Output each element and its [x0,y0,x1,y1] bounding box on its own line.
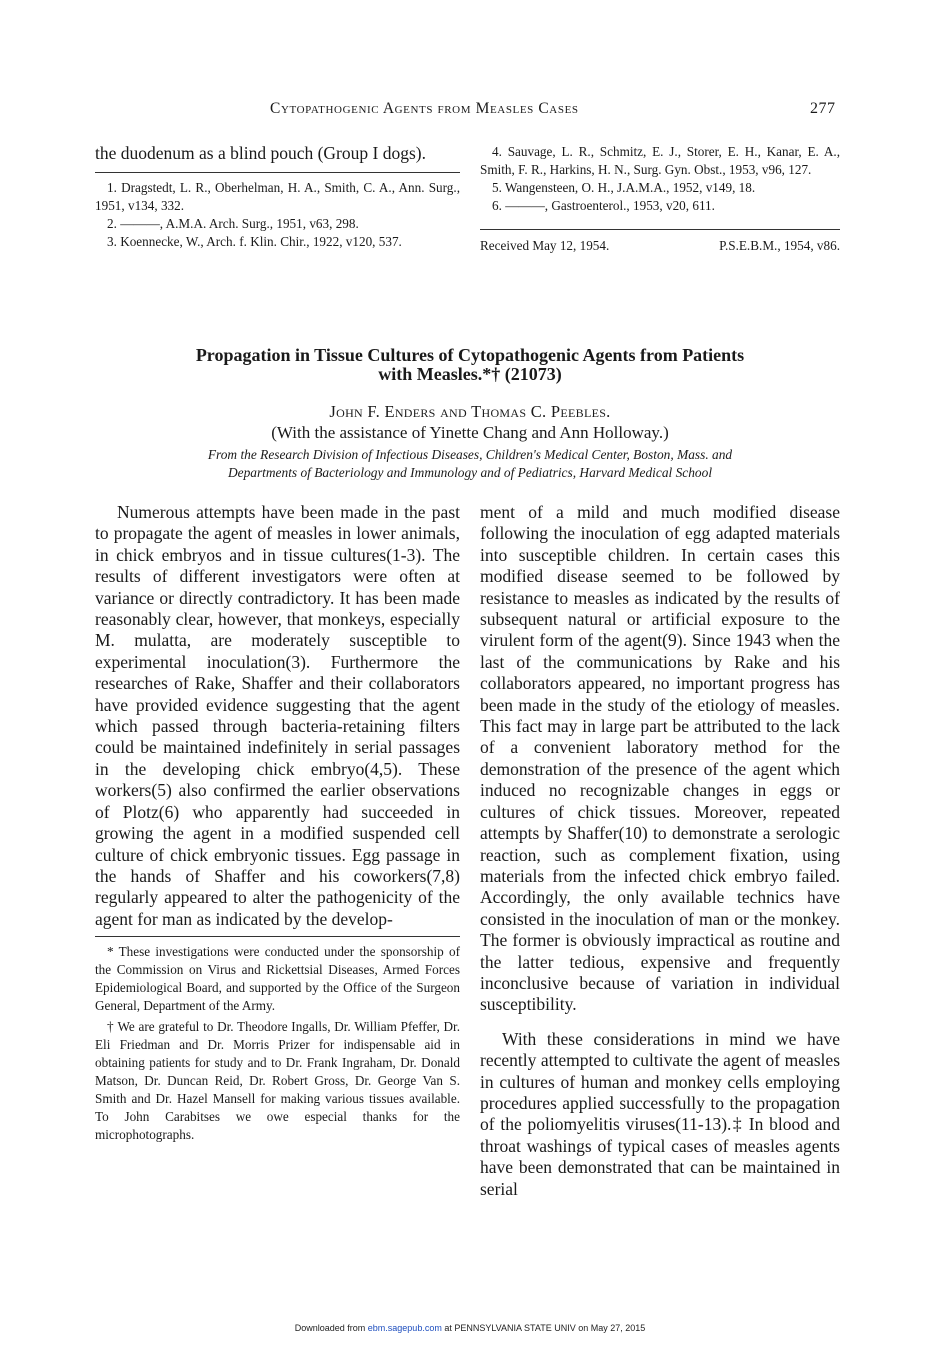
body-paragraph: ment of a mild and much modified disease following the inoculation of egg adapted materials into susceptible children. In certain cases this modified disease seemed to be followed by resistance to measles as indicated by the results of subsequent natural or artificial exposure to the virulent form of the agent(9). Since 1943 when the last of the communications by Rake and his collaborators appeared, no important progress has been made in the study of the etiology of measles. This fact may in large part be attributed to the lack of a convenient laboratory method for the demonstration of the presence of the agent which induced no recognizable changes in eggs or cultures of chick tissues. Moreover, repeated attempts by Shaffer(10) to demonstrate a serologic reaction, such as complement fixation, using materials from the infected chick embryo failed. Accordingly, the only available technics have consisted in the inoculation of man or the monkey. The former is obviously impractical as routine and the latter tedious, expensive and frequently inconclusive because of variation in individual susceptibility. [480,502,840,1015]
reference-item: 1. Dragstedt, L. R., Oberhelman, H. A., Smith, C. A., Ann. Surg., 1951, v134, 332. [95,179,460,213]
running-head-title: Cytopathogenic Agents from Measles Cases [270,100,579,117]
journal-citation: P.S.E.B.M., 1954, v86. [719,238,840,253]
footnote-dagger: † We are grateful to Dr. Theodore Ingalls, Dr. William Pfeffer, Dr. Eli Friedman and Dr. Morris Prizer for indispensable aid in obtaining patients for study and to Dr. Frank Ingraham, Dr. Donald Matson, Dr. Duncan Reid, Dr. Robert Gross, Dr. George Van S. Smith and Dr. Hazel Mansell for making various tissues available. To John Carabitses we owe especial thanks for the microphotographs. [95,1018,460,1143]
prev-article-tail-text: the duodenum as a blind pouch (Group I dogs). [95,143,426,163]
footnote-divider [95,936,460,937]
prev-article-right-column [480,143,840,254]
article-affiliation [60,446,880,482]
body-paragraph: Numerous attempts have been made in the past to propagate the agent of measles in lower animals, in chick embryos and in tissue cultures(1-3). The results of different investigators were often at variance or directly contradictory. It has been made reasonably clear, however, that monkeys, especially M. mulatta, are moderately susceptible to experimental inoculation(3). Furthermore the researches of Rake, Shaffer and their collaborators have provided evidence suggesting that the agent which passed through bacteria-retaining filters could be maintained indefinitely in serial passages in the developing chick embryo(4,5). These workers(5) also confirmed the earlier observations of Plotz(6) who apparently had succeeded in growing the agent in a modified suspended cell culture of chick embryonic tissues. Egg passage in the hands of Shaffer and his coworkers(7,8) regularly appeared to alter the pathogenicity of the agent for man as indicated by the develop- [95,502,460,929]
reference-item: 3. Koennecke, W., Arch. f. Klin. Chir., 1922, v120, 537. [107,233,402,249]
page-number: 277 [810,100,836,117]
article-title-line-2: with Measles.*† (21073) [378,364,562,384]
article-title-line-1: Propagation in Tissue Cultures of Cytopathogenic Agents from Patients [195,345,745,365]
body-paragraph: With these considerations in mind we have recently attempted to cultivate the agent of measles in cultures of human and monkey cells employing procedures applied successfully to the propagation of the poliomyelitis viruses(11-13).‡ In blood and throat washings of typical cases of measles agents have been demonstrated that can be maintained in serial [480,1028,840,1199]
download-note [0,1323,940,1333]
footnote-star: * These investigations were conducted under the sponsorship of the Commission on Virus and Rickettsial Diseases, Armed Forces Epidemiological Board, and supported by the Office of the Surgeon General, Department of the Army. [95,944,460,1014]
download-suffix: at PENNSYLVANIA STATE UNIV on May 27, 2015 [441,1323,646,1333]
download-link[interactable]: ebm.sagepub.com [367,1323,442,1333]
reference-item: 6. ———, Gastroenterol., 1953, v20, 611. [492,198,715,213]
received-date: Received May 12, 1954. [480,238,610,253]
reference-item: 4. Sauvage, L. R., Schmitz, E. J., Storer, E. H., Kanar, E. A., Smith, F. R., Harkins, H. N., Surg. Gyn. Obst., 1953, v96, 127. [480,144,840,177]
article-title [60,346,880,384]
running-head [0,100,940,120]
reference-item: 2. ———, A.M.A. Arch. Surg., 1951, v63, 298. [107,215,359,231]
article-authors: John F. Enders and Thomas C. Peebles. [329,402,611,421]
article-assistance: (With the assistance of Yinette Chang and Ann Holloway.) [271,423,669,442]
affiliation-line-2: Departments of Bacteriology and Immunology and of Pediatrics, Harvard Medical School [227,465,713,480]
prev-article-left-column [95,143,460,251]
download-prefix: Downloaded from [294,1323,368,1333]
affiliation-line-1: From the Research Division of Infectious Diseases, Children's Medical Center, Boston, Mass. and [207,447,733,462]
reference-item: 5. Wangensteen, O. H., J.A.M.A., 1952, v149, 18. [492,180,756,195]
body-right-column [480,502,840,1200]
received-line [480,229,840,254]
reference-divider [95,172,460,173]
body-left-column [95,502,460,1144]
